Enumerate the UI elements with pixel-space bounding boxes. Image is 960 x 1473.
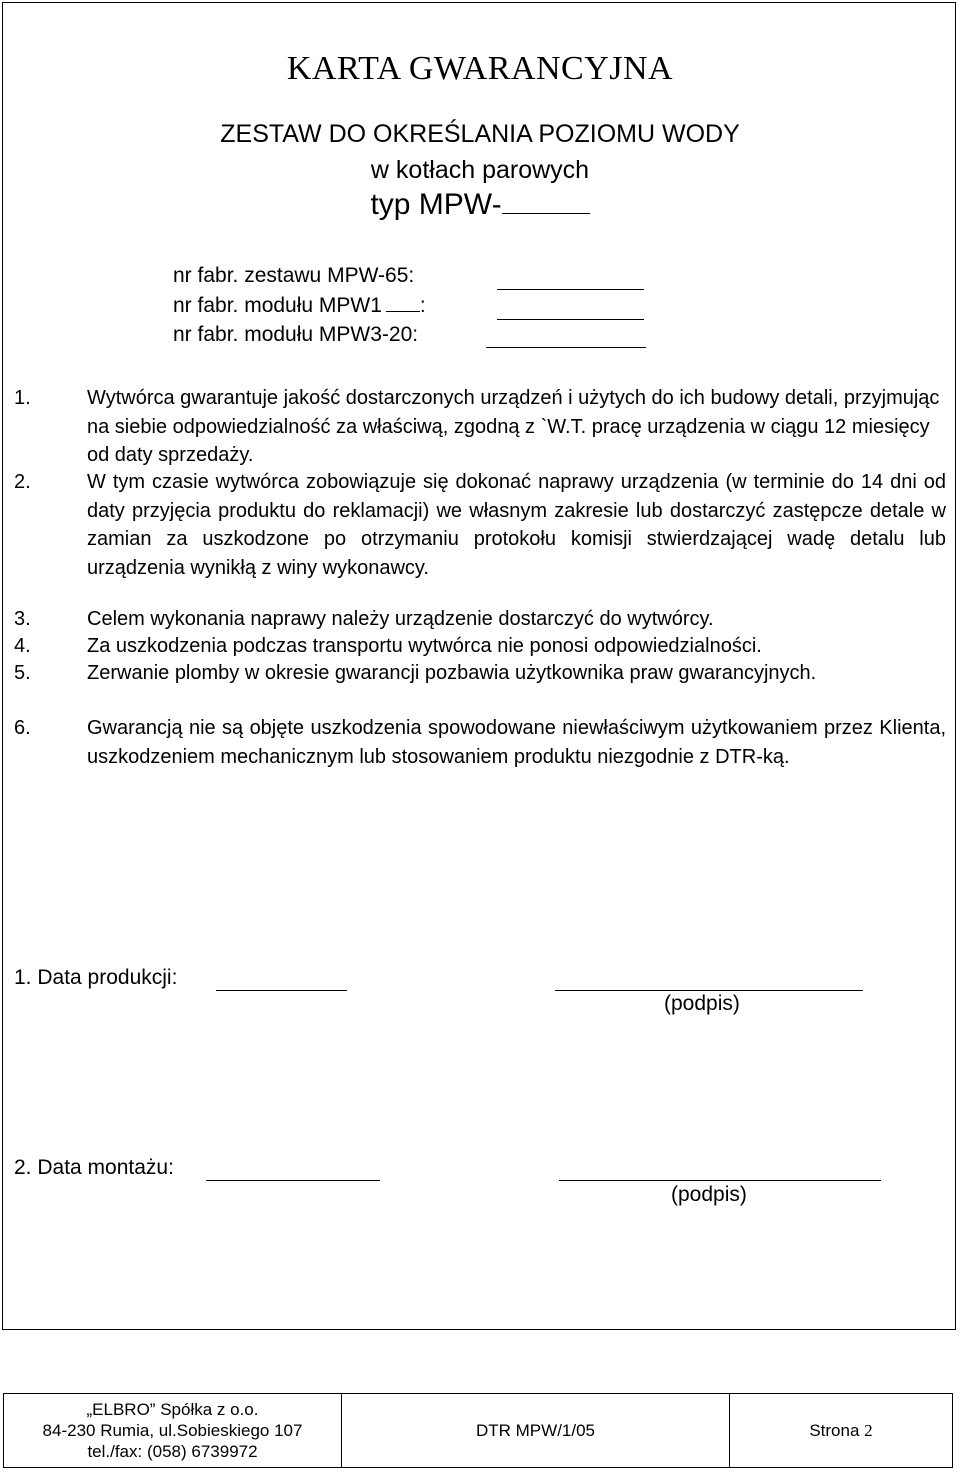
clause-text: Za uszkodzenia podczas transportu wytwórca nie ponosi odpowiedzialności. xyxy=(87,635,762,657)
document-title: KARTA GWARANCYJNA xyxy=(286,50,674,87)
serial-module3 xyxy=(173,323,418,347)
serial-module1 xyxy=(173,294,426,318)
warranty-clause-2 xyxy=(14,468,946,582)
assembly-date-label: 2. Data montażu: xyxy=(14,1156,174,1179)
serial-module3-blank xyxy=(486,346,646,348)
footer-table xyxy=(3,1393,953,1468)
production-signature-label: (podpis) xyxy=(664,992,740,1015)
footer-page-number: 2 xyxy=(864,1421,873,1440)
clause-number: 2. xyxy=(14,471,31,493)
production-date-label: 1. Data produkcji: xyxy=(14,966,178,989)
footer-doc-code: DTR MPW/1/05 xyxy=(475,1421,596,1440)
clause-text: Celem wykonania naprawy należy urządzenie dostarczyć do wytwórcy. xyxy=(87,608,714,630)
warranty-clause-3 xyxy=(14,605,946,634)
serial-module1-blank xyxy=(497,318,644,320)
clause-text: Zerwanie plomby w okresie gwarancji pozbawia użytkownika praw gwarancyjnych. xyxy=(87,662,817,684)
clause-number: 5. xyxy=(14,662,31,684)
warranty-clause-1 xyxy=(14,384,946,470)
serial-module1-colon: : xyxy=(419,294,426,317)
footer-page-label: Strona xyxy=(809,1421,860,1440)
footer-company: „ELBRO” Spółka z o.o. xyxy=(86,1400,259,1419)
serial-module1-label: nr fabr. modułu MPW1 xyxy=(173,294,382,317)
footer-phone: tel./fax: (058) 6739972 xyxy=(87,1442,258,1461)
serial-module1-inline-blank xyxy=(386,310,420,312)
subtitle-product: ZESTAW DO OKREŚLANIA POZIOMU WODY xyxy=(220,120,740,148)
clause-number: 6. xyxy=(14,717,31,739)
clause-text: Wytwórca gwarantuje jakość dostarczonych urządzeń i użytych do ich budowy detali, przyjmując na siebie odpowiedzialność za właściwą, zgodną z `W.T. pracę urządzenia w ciągu 12 miesięcy od daty sprzedaży. xyxy=(87,387,940,466)
footer-doc-cell xyxy=(342,1394,730,1468)
clause-number: 4. xyxy=(14,635,31,657)
clause-number: 3. xyxy=(14,608,31,630)
production-signature-line xyxy=(555,989,863,991)
clause-text: Gwarancją nie są objęte uszkodzenia spowodowane niewłaściwym użytkowaniem przez Klienta, uszkodzeniem mechanicznym lub stosowaniem produktu niezgodnie z DTR-ką. xyxy=(87,717,946,768)
subtitle-application: w kotłach parowych xyxy=(370,156,590,184)
assembly-signature-label: (podpis) xyxy=(671,1183,747,1206)
serial-set xyxy=(173,264,414,288)
serial-module3-label: nr fabr. modułu MPW3-20: xyxy=(173,323,419,346)
warranty-clause-5 xyxy=(14,659,946,688)
type-blank xyxy=(502,212,590,214)
clause-text: W tym czasie wytwórca zobowiązuje się dokonać naprawy urządzenia (w terminie do 14 dni od daty przyjęcia produktu do reklamacji) we własnym zakresie lub dostarczyć zastępcze detale w zamian za uszkodzone po otrzymaniu protokołu komisji stwierdzającej wadę detalu lub urządzenia wynikłą z winy wykonawcy. xyxy=(87,471,946,579)
serial-set-label: nr fabr. zestawu MPW-65: xyxy=(173,264,415,287)
type-label: typ MPW- xyxy=(370,188,502,221)
clause-number: 1. xyxy=(14,387,31,409)
footer-company-cell xyxy=(4,1394,342,1468)
footer-address: 84-230 Rumia, ul.Sobieskiego 107 xyxy=(42,1421,303,1440)
warranty-clause-6 xyxy=(14,714,946,771)
warranty-clause-4 xyxy=(14,632,946,661)
subtitle-type xyxy=(0,188,960,222)
serial-set-blank xyxy=(497,288,644,290)
assembly-date-blank xyxy=(206,1179,380,1181)
footer-page-cell xyxy=(730,1394,953,1468)
production-date-blank xyxy=(216,989,347,991)
assembly-signature-line xyxy=(559,1179,881,1181)
